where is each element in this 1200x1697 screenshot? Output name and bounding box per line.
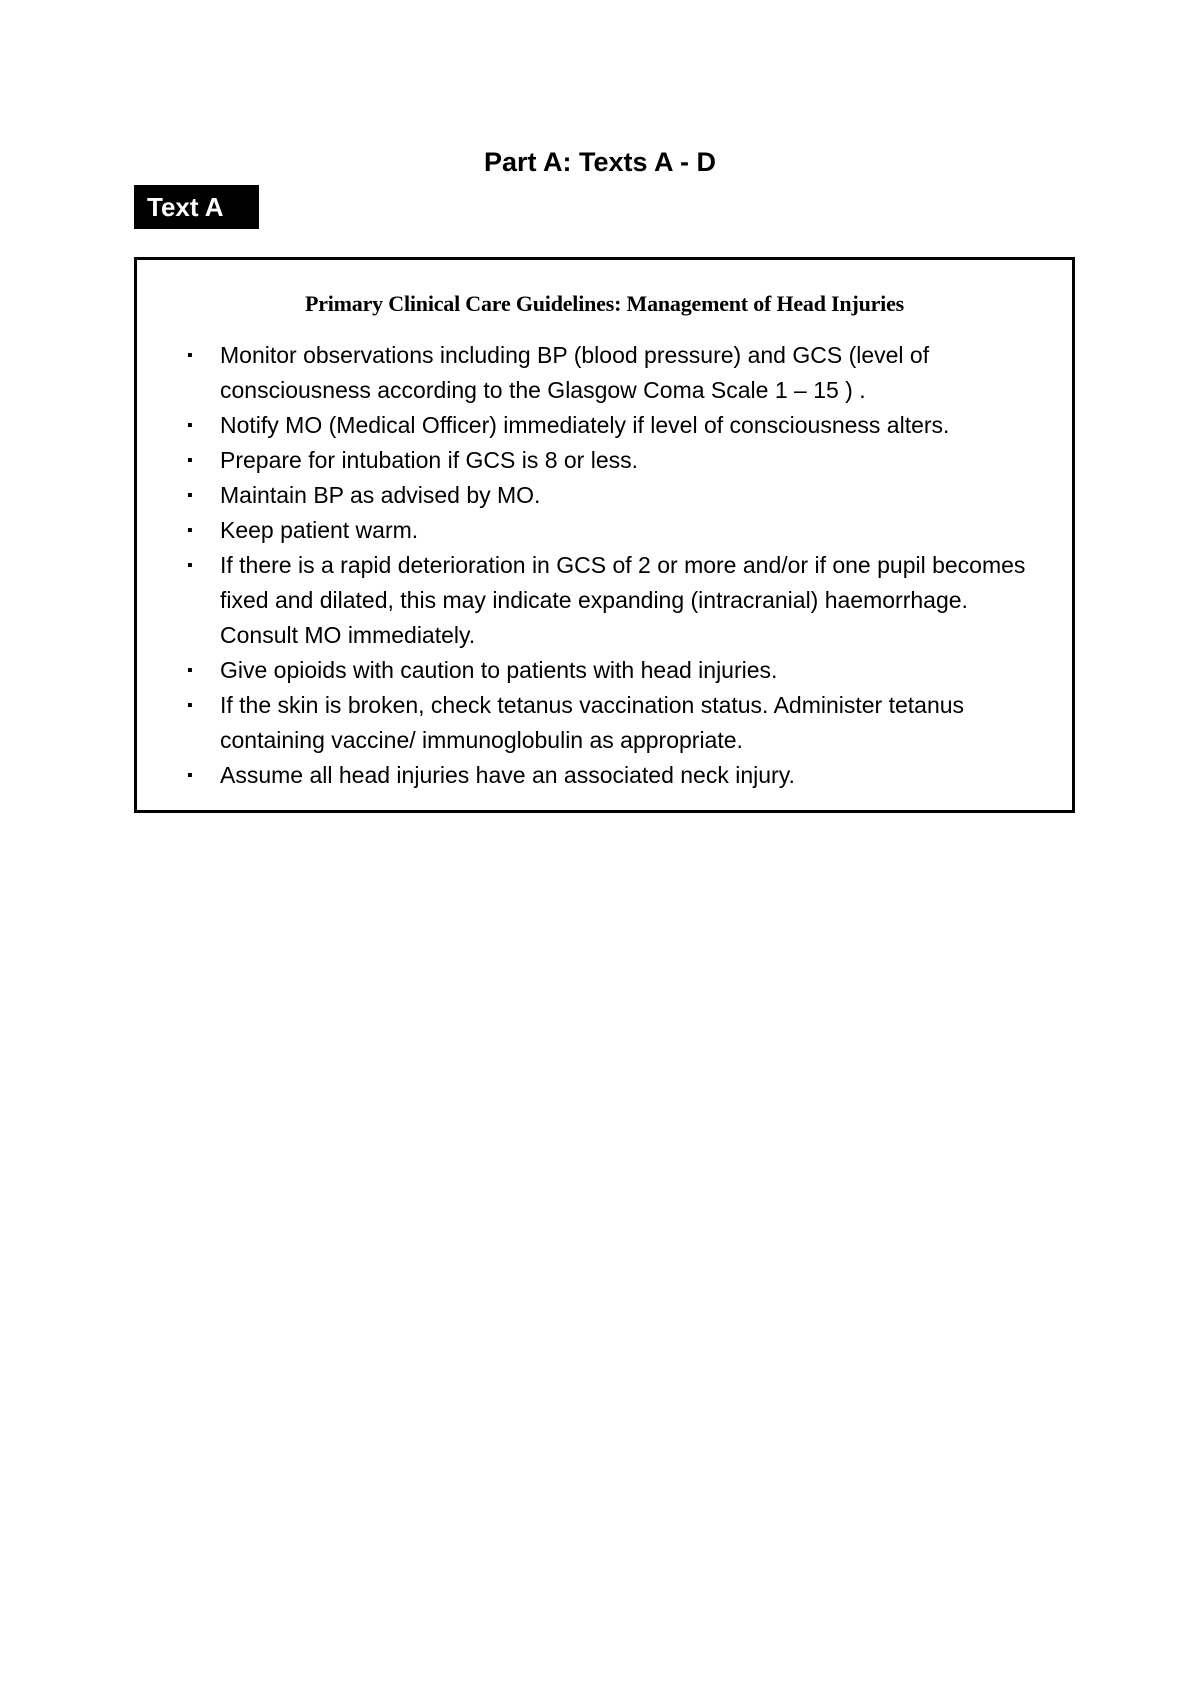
- guideline-item: [137, 408, 1072, 443]
- guideline-item-text: Notify MO (Medical Officer) immediately if level of consciousness alters.: [220, 412, 950, 438]
- bullet-icon: ▪: [187, 487, 193, 504]
- bullet-icon: ▪: [187, 522, 193, 539]
- guideline-item: [137, 653, 1072, 688]
- guideline-item-text: If there is a rapid deterioration in GCS of 2 or more and/or if one pupil becomes fixed and dilated, this may indicate expanding (intracranial) haemorrhage. Consult MO immediately.: [220, 552, 1026, 648]
- bullet-icon: ▪: [187, 347, 193, 364]
- guideline-item: [137, 338, 1072, 408]
- guidelines-title: Primary Clinical Care Guidelines: Management of Head Injuries: [304, 291, 905, 316]
- guideline-item-text: Prepare for intubation if GCS is 8 or less.: [220, 447, 639, 473]
- page-title: Part A: Texts A - D: [483, 147, 717, 177]
- guideline-item-text: Maintain BP as advised by MO.: [220, 482, 541, 508]
- guideline-item: [137, 548, 1072, 653]
- guideline-item-text: Give opioids with caution to patients with head injuries.: [220, 657, 778, 683]
- guideline-item: [137, 443, 1072, 478]
- guideline-item-text: If the skin is broken, check tetanus vaccination status. Administer tetanus containing vaccine/ immunoglobulin as appropriate.: [220, 692, 965, 753]
- bullet-icon: ▪: [187, 417, 193, 434]
- bullet-icon: ▪: [187, 662, 193, 679]
- guideline-item-text: Assume all head injuries have an associated neck injury.: [220, 762, 795, 788]
- bullet-icon: ▪: [187, 697, 193, 714]
- guideline-item: [137, 758, 1072, 793]
- guideline-item: [137, 688, 1072, 758]
- text-label-badge: Text A: [134, 185, 259, 229]
- guideline-item-text: Keep patient warm.: [220, 517, 419, 543]
- guidelines-box: [134, 257, 1075, 813]
- guideline-item: [137, 513, 1072, 548]
- guideline-item-text: Monitor observations including BP (blood pressure) and GCS (level of consciousness according to the Glasgow Coma Scale 1 – 15 ) .: [220, 342, 930, 403]
- bullet-icon: ▪: [187, 557, 193, 574]
- bullet-icon: ▪: [187, 452, 193, 469]
- bullet-icon: ▪: [187, 767, 193, 784]
- guidelines-list: [137, 338, 1072, 793]
- guideline-item: [137, 478, 1072, 513]
